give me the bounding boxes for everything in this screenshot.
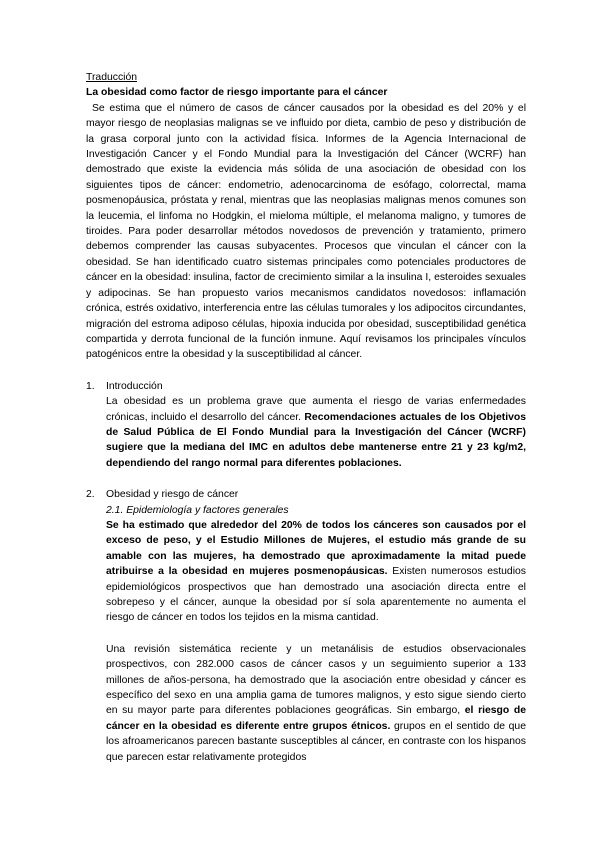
section-1-title: Introducción [106,380,163,392]
section-2-p1-rest: Existen numerosos estudios epidemiológicos prospectivos que han demostrado una asociación directa entre el sobrepeso y el cáncer, aunque la obesidad por sí sola aparentemente no aumenta el riesgo de cáncer en todos los tejidos en la misma cantidad. [106,566,526,624]
section-2 [86,487,526,765]
section-2-p1-bold: Se ha estimado que alrededor del 20% de todos los cánceres son causados por el exceso de peso, y el Estudio Millones de Mujeres, el estudio más grande de su amable con las mujeres, ha demostrado que aproximadamente la mitad puede atribuirse a la obesidad en mujeres posmenopáusicas. [106,519,526,578]
section-1 [86,379,526,471]
section-1-body [106,394,526,471]
section-2-title: Obesidad y riesgo de cáncer [106,489,239,501]
section-2-p2-b: grupos en el sentido de que los afroamericanos parecen bastante susceptibles al cáncer, en contraste con los hispanos que parecen estar relativamente protegidos [106,720,526,763]
abstract: Se estima que el número de casos de cáncer causados por la obesidad es del 20% y el mayor riesgo de neoplasias malignas se ve influido por dieta, cambio de peso y distribución de la grasa corporal junto con la actividad física. Informes de la Agencia Internacional de Investigación Cancer y el Fondo Mundial para la Investigación del Cáncer (WCRF) han demostrado que existe la evidencia más sólida de una asociación de obesidad con los siguientes tipos de cáncer: endometrio, adenocarcinoma de esófago, colorrectal, mama posmenopáusica, próstata y renal, mientras que las neoplasias malignas menos comunes son la leucemia, el linfoma no Hodgkin, el mieloma múltiple, el melanoma maligno, y tumores de tiroides. Para poder desarrollar métodos novedosos de prevención y tratamiento, primero debemos comprender las causas subyacentes. Procesos que vinculan el cáncer con la obesidad. Se han identificado cuatro sistemas principales como potenciales productores de cáncer en la obesidad: insulina, factor de crecimiento similar a la insulina I, esteroides sexuales y adipocinas. Se han propuesto varios mecanismos candidatos novedosos: inflamación crónica, estrés oxidativo, interferencia entre las células tumorales y los adipocitos circundantes, migración del estroma adiposo células, hipoxia inducida por obesidad, susceptibilidad genética compartida y derrota funcional de la función inmune. Aquí revisamos los principales vínculos patogénicos entre la obesidad y la susceptibilidad al cáncer. [86,102,526,361]
section-2-p2-a: Una revisión sistemática reciente y un metanálisis de estudios observacionales prospectivos, con 282.000 casos de cáncer casos y un seguimiento superior a 133 millones de años-persona, ha demostrado que la asociación entre obesidad y cáncer es específico del sexo en una amplia gama de tumores malignos, y esto sigue siendo cierto en su mayor parte para diferentes poblaciones geográficas. Sin embargo, [106,643,526,717]
section-2-subtitle: 2.1. Epidemiología y factores generales [106,504,289,516]
document-page [86,70,526,765]
section-2-paragraph-1 [106,518,526,626]
title: La obesidad como factor de riesgo importante para el cáncer [86,87,388,99]
section-2-number: 2. [86,489,95,501]
section-2-paragraph-2 [106,642,526,765]
section-1-number: 1. [86,380,95,392]
section-2-p2-bold: el riesgo de cáncer en la obesidad es diferente entre grupos étnicos. [106,705,527,732]
section-1-bold: Recomendaciones actuales de los Objetivos de Salud Pública de El Fondo Mundial para la Investigación del Cáncer (WCRF) sugiere que la mediana del IMC en adultos debe mantenerse entre 21 y 23 kg/m2, dependiendo del rango normal para diferentes poblaciones. [106,411,526,469]
section-1-text: La obesidad es un problema grave que aumenta el riesgo de varias enfermedades crónicas, incluido el desarrollo del cáncer. [106,396,526,423]
heading: Traducción [86,72,138,83]
